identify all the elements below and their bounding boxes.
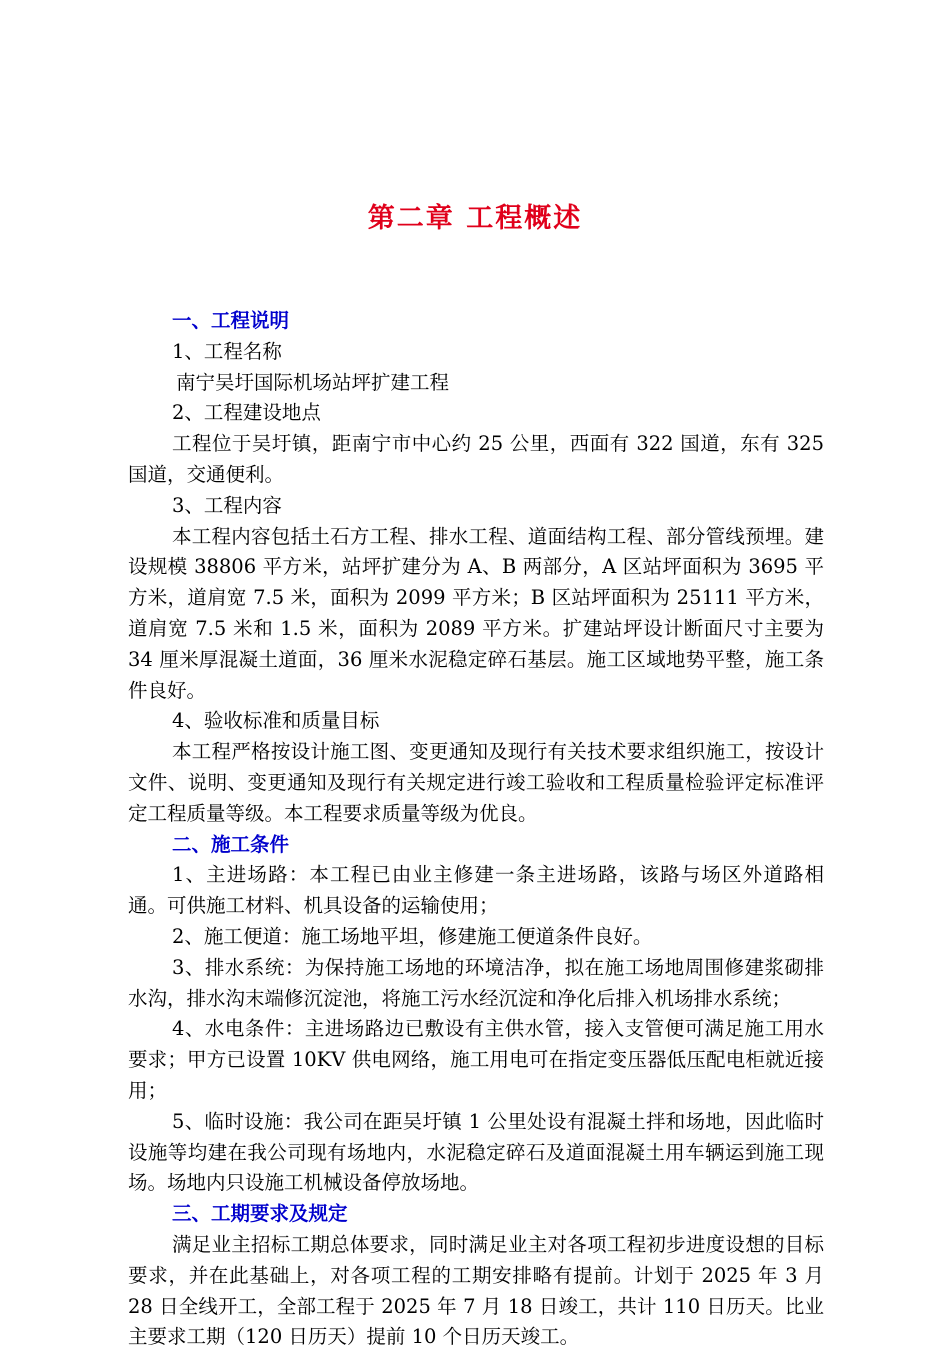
paragraph-schedule: 满足业主招标工期总体要求，同时满足业主对各项工程初步进度设想的目标要求，并在此基础上，对各项工程的工期安排略有提前。计划于 2025 年 3 月 28 日全线开工，全部工程于 2025 年 7 月 18 日竣工，共计 110 日历天。比业主要求工期（120 日历天）提前 10 个日历天竣工。	[128, 1232, 824, 1349]
paragraph-content: 本工程内容包括土石方工程、排水工程、道面结构工程、部分管线预埋。建设规模 38806 平方米，站坪扩建分为 A、B 两部分，A 区站坪面积为 3695 平方米，道肩宽 7.5 米，面积为 2099 平方米；B 区站坪面积为 25111 平方米，道肩宽 7.5 米和 1.5 米，面积为 2089 平方米。扩建站坪设计断面尺寸主要为 34 厘米厚混凝土道面，36 厘米水泥稳定碎石基层。施工区域地势平整，施工条件良好。	[128, 524, 824, 702]
subheading-acceptance: 4、验收标准和质量目标	[172, 709, 380, 733]
paragraph-temporary-facilities: 5、临时设施：我公司在距吴圩镇 1 公里处设有混凝土拌和场地，因此临时设施等均建在我公司现有场地内，水泥稳定碎石及道面混凝土用车辆运到施工现场。场地内只设施工机械设备停放场地。	[128, 1109, 824, 1195]
paragraph-access-road: 2、施工便道：施工场地平坦，修建施工便道条件良好。	[172, 924, 653, 948]
paragraph-drainage: 3、排水系统：为保持施工场地的环境洁净，拟在施工场地周围修建浆砌排水沟，排水沟末端修沉淀池，将施工污水经沉淀和净化后排入机场排水系统；	[128, 955, 824, 1010]
document-body	[128, 306, 824, 1353]
paragraph-main-road: 1、主进场路：本工程已由业主修建一条主进场路，该路与场区外道路相通。可供施工材料、机具设备的运输使用；	[128, 863, 824, 918]
subheading-content: 3、工程内容	[172, 493, 282, 517]
project-name: 南宁吴圩国际机场站坪扩建工程	[176, 370, 450, 394]
paragraph-location: 工程位于吴圩镇，距南宁市中心约 25 公里，西面有 322 国道，东有 325 国道，交通便利。	[128, 432, 824, 486]
section-heading-3: 三、工期要求及规定	[172, 1202, 348, 1226]
section-heading-2: 二、施工条件	[172, 832, 290, 856]
paragraph-utilities: 4、水电条件：主进场路边已敷设有主供水管，接入支管便可满足施工用水要求；甲方已设置 10KV 供电网络，施工用电可在指定变压器低压配电柜就近接用；	[128, 1017, 824, 1102]
subheading-location: 2、工程建设地点	[172, 401, 321, 425]
section-heading-1: 一、工程说明	[172, 309, 290, 332]
chapter-title: 第二章 工程概述	[367, 203, 583, 234]
paragraph-acceptance: 本工程严格按设计施工图、变更通知及现行有关技术要求组织施工，按设计文件、说明、变更通知及现行有关规定进行竣工验收和工程质量检验评定标准评定工程质量等级。本工程要求质量等级为优良。	[128, 740, 824, 825]
subheading-project-name: 1、工程名称	[172, 339, 282, 363]
